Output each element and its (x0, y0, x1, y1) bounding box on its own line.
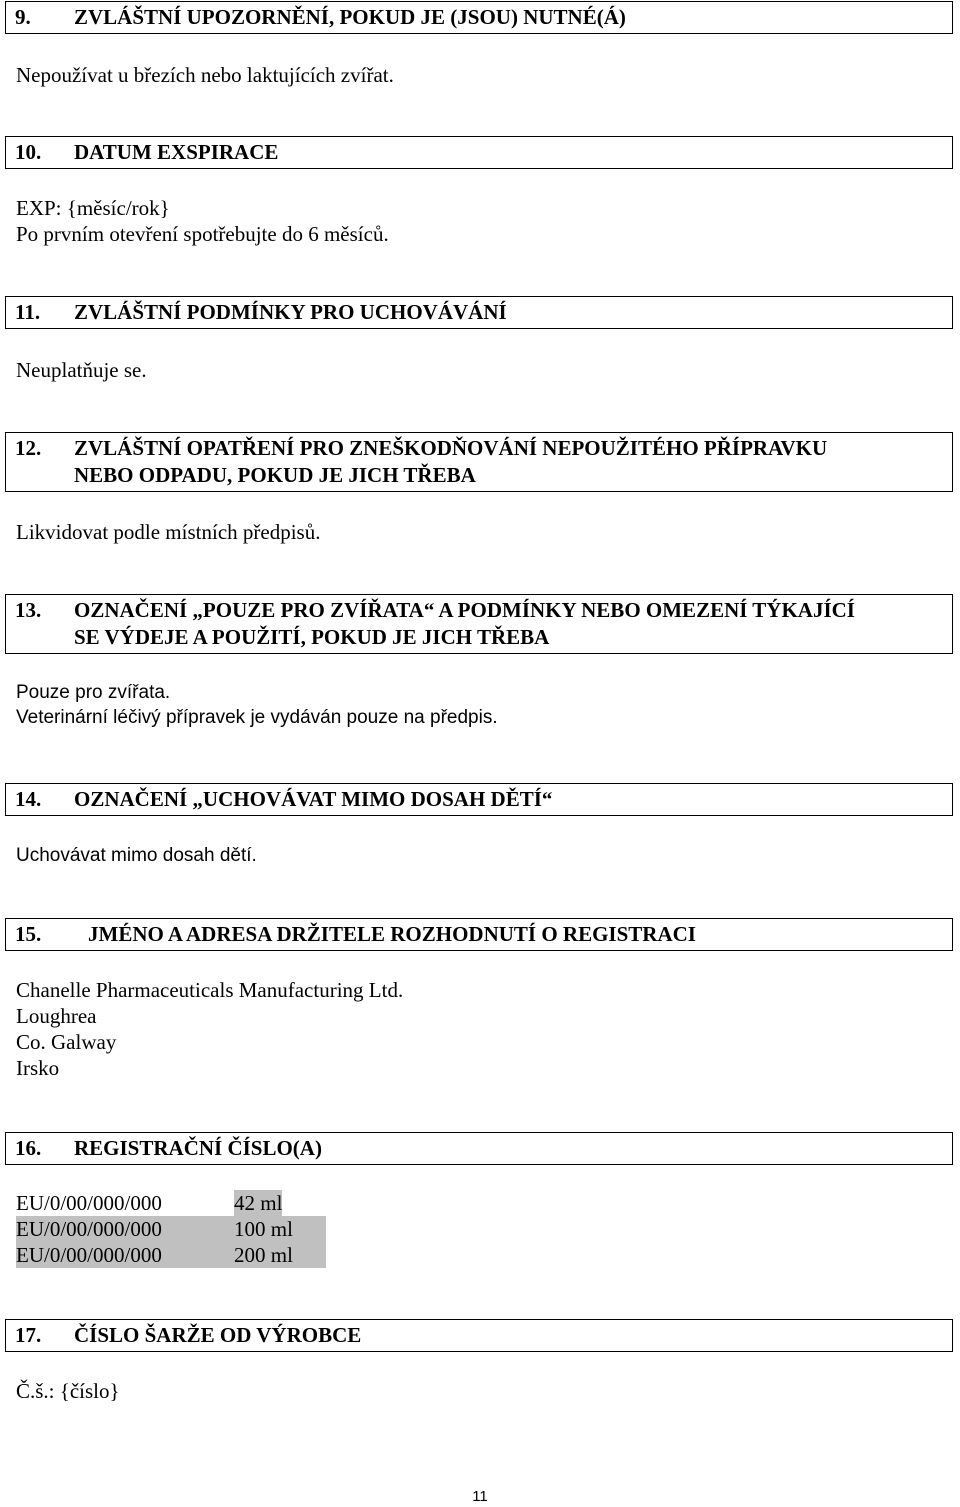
section-15-header (5, 918, 953, 951)
section-16-header (5, 1132, 953, 1165)
section-11-text: Neuplatňuje se. (16, 358, 147, 382)
after-opening-line: Po prvním otevření spotřebujte do 6 měsíců. (16, 222, 389, 246)
expiry-line: EXP: {měsíc/rok} (16, 196, 170, 220)
registration-row (16, 1190, 326, 1216)
section-title: ČÍSLO ŠARŽE OD VÝROBCE (74, 1323, 362, 1347)
section-13-text-2: Veterinární léčivý přípravek je vydáván pouze na předpis. (16, 707, 498, 728)
section-12-header (5, 432, 953, 492)
section-title: ZVLÁŠTNÍ PODMÍNKY PRO UCHOVÁVÁNÍ (74, 300, 507, 324)
section-13-header (5, 594, 953, 654)
holder-name: Chanelle Pharmaceuticals Manufacturing Ltd. (16, 978, 404, 1002)
section-11-header (5, 296, 953, 329)
holder-county: Co. Galway (16, 1030, 117, 1054)
section-10-header (5, 136, 953, 169)
registration-row (16, 1242, 326, 1268)
section-title-line-2: NEBO ODPADU, POKUD JE JICH TŘEBA (74, 463, 476, 487)
section-number: 9. (15, 5, 31, 29)
holder-country: Irsko (16, 1056, 60, 1080)
registration-code: EU/0/00/000/000 (16, 1191, 162, 1215)
section-13-text-1: Pouze pro zvířata. (16, 682, 171, 703)
section-number: 10. (15, 140, 42, 164)
section-number: 11. (15, 300, 41, 324)
holder-town: Loughrea (16, 1004, 97, 1028)
registration-code: EU/0/00/000/000 (16, 1243, 162, 1267)
batch-number: Č.š.: {číslo} (16, 1379, 120, 1403)
section-14-text: Uchovávat mimo dosah dětí. (16, 845, 257, 866)
registration-volume: 100 ml (234, 1217, 293, 1241)
section-number: 15. (15, 922, 42, 946)
registration-row (16, 1216, 326, 1242)
section-title-line-2: SE VÝDEJE A POUŽITÍ, POKUD JE JICH TŘEBA (74, 625, 550, 649)
registration-code: EU/0/00/000/000 (16, 1217, 162, 1241)
section-12-text: Likvidovat podle místních předpisů. (16, 520, 321, 544)
section-number: 17. (15, 1323, 42, 1347)
section-title-line-1: ZVLÁŠTNÍ OPATŘENÍ PRO ZNEŠKODŇOVÁNÍ NEPOUŽITÉHO PŘÍPRAVKU (74, 436, 828, 460)
page-number: 11 (472, 1488, 488, 1505)
section-9-text: Nepoužívat u březích nebo laktujících zvířat. (16, 63, 394, 87)
section-title: JMÉNO A ADRESA DRŽITELE ROZHODNUTÍ O REGISTRACI (88, 922, 696, 946)
section-14-header (5, 783, 953, 816)
registration-volume: 42 ml (234, 1191, 283, 1215)
registration-volume: 200 ml (234, 1243, 293, 1267)
section-number: 12. (15, 436, 42, 460)
section-title-line-1: OZNAČENÍ „POUZE PRO ZVÍŘATA“ A PODMÍNKY NEBO OMEZENÍ TÝKAJÍCÍ (74, 598, 855, 622)
section-number: 14. (15, 787, 42, 811)
section-title: ZVLÁŠTNÍ UPOZORNĚNÍ, POKUD JE (JSOU) NUTNÉ(Á) (74, 5, 626, 29)
section-number: 13. (15, 598, 42, 622)
section-title: DATUM EXSPIRACE (74, 140, 279, 164)
section-title: OZNAČENÍ „UCHOVÁVAT MIMO DOSAH DĚTÍ“ (74, 787, 553, 811)
section-title: REGISTRAČNÍ ČÍSLO(A) (74, 1136, 322, 1160)
section-number: 16. (15, 1136, 42, 1160)
section-17-header (5, 1319, 953, 1352)
section-9-header (5, 1, 953, 34)
